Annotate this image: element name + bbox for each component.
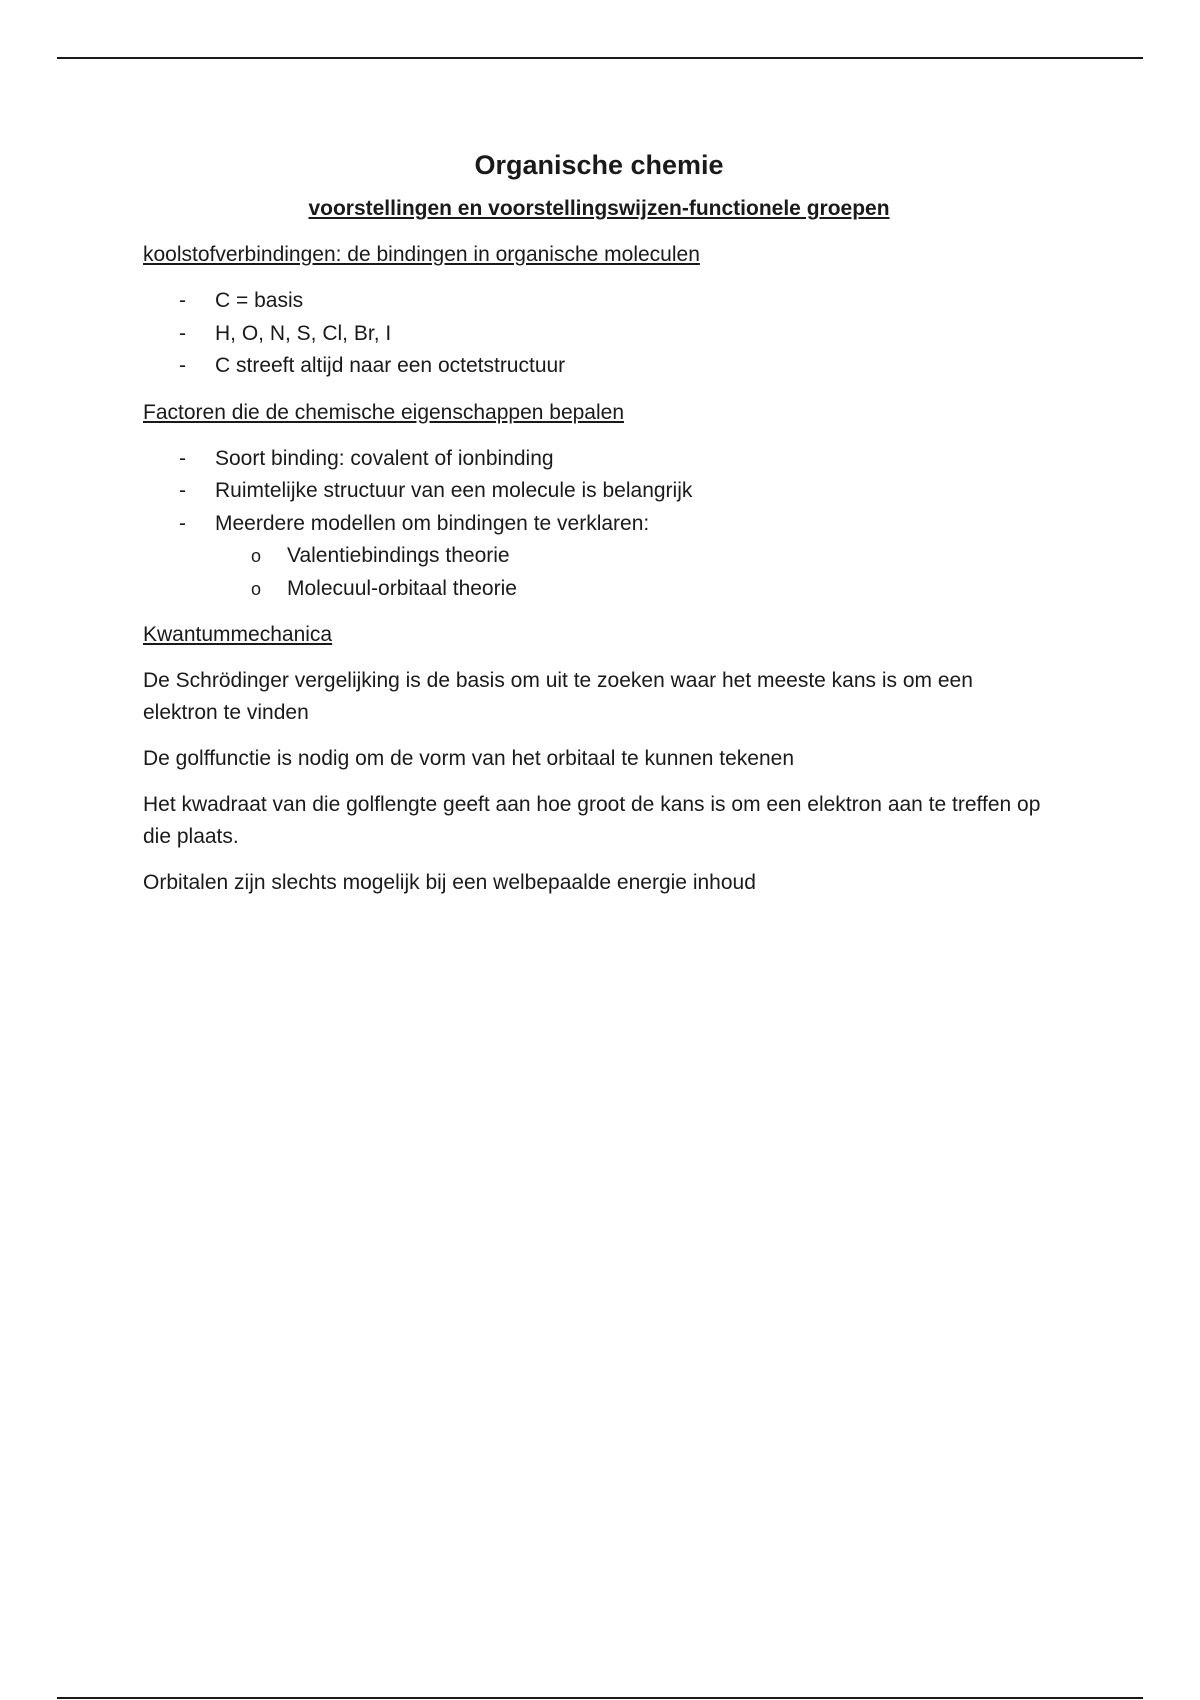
list-item-text: Ruimtelijke structuur van een molecule is belangrijk — [215, 479, 693, 502]
circle-marker: o — [251, 546, 262, 566]
document-title: Organische chemie — [474, 150, 724, 180]
paragraph-schrodinger: De Schrödinger vergelijking is de basis om uit te zoeken waar het meeste kans is om een elektron te vinden — [143, 669, 973, 724]
dash-marker: - — [179, 289, 186, 312]
dash-marker: - — [179, 321, 186, 345]
list-item — [143, 318, 1043, 351]
page-bottom-rule — [57, 1697, 1143, 1699]
list-item-text: C streeft altijd naar een octetstructuur — [215, 354, 566, 377]
list-item — [143, 350, 1043, 383]
list-item — [143, 443, 1043, 476]
list-item-text: H, O, N, S, Cl, Br, I — [215, 321, 392, 345]
document-subtitle: voorstellingen en voorstellingswijzen-functionele groepen — [308, 197, 890, 220]
dash-marker: - — [179, 511, 186, 535]
circle-marker: o — [251, 578, 262, 599]
page-top-rule — [57, 57, 1143, 59]
bullet-list-factoren — [143, 443, 1043, 541]
paragraph-orbitalen: Orbitalen zijn slechts mogelijk bij een welbepaalde energie inhoud — [143, 871, 756, 894]
paragraph-golffunctie: De golffunctie is nodig om de vorm van het orbitaal te kunnen tekenen — [143, 747, 795, 770]
list-item-text: C = basis — [215, 289, 304, 312]
section-heading-factoren: Factoren die de chemische eigenschappen bepalen — [143, 400, 625, 424]
bullet-list-koolstof — [143, 285, 1043, 383]
list-item-text: Valentiebindings theorie — [287, 544, 510, 567]
sub-bullet-list-modellen — [143, 540, 1043, 605]
list-item-text: Molecuul-orbitaal theorie — [287, 576, 517, 600]
list-item — [143, 573, 1043, 606]
list-item — [143, 508, 1043, 541]
dash-marker: - — [179, 479, 186, 502]
paragraph-kwadraat: Het kwadraat van die golflengte geeft aan hoe groot de kans is om een elektron aan te treffen op die plaats. — [143, 793, 1041, 848]
section-heading-koolstofverbindingen: koolstofverbindingen: de bindingen in organische moleculen — [143, 243, 700, 266]
list-item-text: Soort binding: covalent of ionbinding — [215, 446, 554, 470]
document-body — [143, 145, 1043, 899]
dash-marker: - — [179, 354, 186, 377]
list-item — [143, 540, 1043, 573]
list-item-text: Meerdere modellen om bindingen te verklaren: — [215, 511, 650, 535]
list-item — [143, 475, 1043, 508]
list-item — [143, 285, 1043, 318]
dash-marker: - — [179, 446, 186, 470]
section-heading-kwantummechanica: Kwantummechanica — [143, 623, 333, 646]
